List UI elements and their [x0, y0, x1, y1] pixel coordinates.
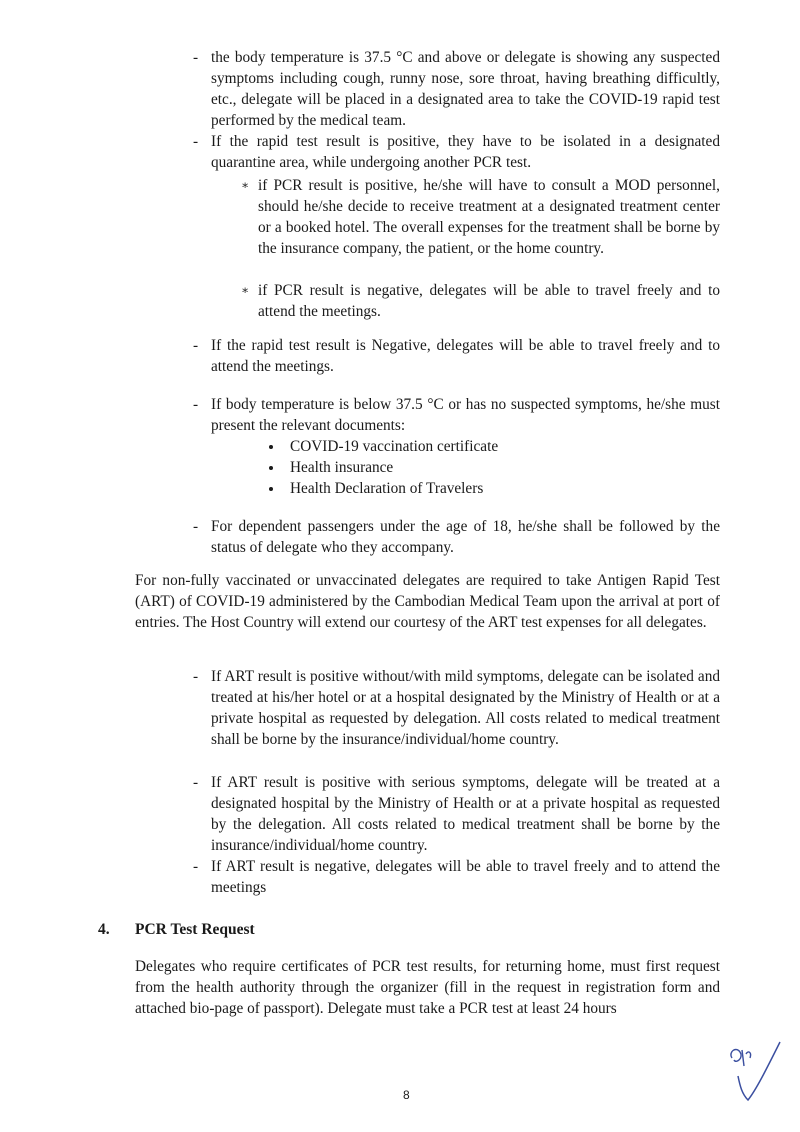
bullet-dot: [269, 466, 273, 470]
below-temperature-item: If body temperature is below 37.5 °C or has no suspected symptoms, he/she must present the relevant documents:: [211, 396, 720, 434]
list-dash: -: [193, 49, 199, 66]
star-bullet: ∗: [241, 283, 250, 297]
list-dash: -: [193, 337, 199, 354]
pcr-positive-subitem: if PCR result is positive, he/she will have to consult a MOD personnel, should he/she decide to receive treatment at a designated treatment center or a booked hotel. The overall expenses for the treatment shall be borne by the insurance company, the patient, or the home country.: [258, 177, 720, 257]
list-dash: -: [193, 396, 199, 413]
dependents-item: For dependent passengers under the age of 18, he/she shall be followed by the status of delegate who they accompany.: [211, 518, 720, 556]
page-number: 8: [403, 1088, 410, 1102]
pcr-negative-subitem: if PCR result is negative, delegates will be able to travel freely and to attend the meetings.: [258, 282, 720, 320]
star-bullet: ∗: [241, 178, 250, 192]
rapid-positive-item: If the rapid test result is positive, they have to be isolated in a designated quarantine area, while undergoing another PCR test.: [211, 133, 720, 171]
document-health-declaration: Health Declaration of Travelers: [290, 480, 484, 497]
art-serious-item: If ART result is positive with serious symptoms, delegate will be treated at a designated hospital by the Ministry of Health or at a private hospital as requested by the delegation. All costs related to medical treatment shall be borne by the insurance/individual/home country.: [211, 774, 720, 854]
document-health-insurance: Health insurance: [290, 459, 394, 476]
art-mild-item: If ART result is positive without/with mild symptoms, delegate can be isolated and treated at his/her hotel or at a hospital designated by the Ministry of Health or at a private hospital as requested by delegation. All costs related to medical treatment shall be borne by the insurance/individual/home country.: [211, 668, 720, 748]
art-negative-item: If ART result is negative, delegates will be able to travel freely and to attend the meetings: [211, 858, 720, 896]
list-dash: -: [193, 133, 199, 150]
list-dash: -: [193, 518, 199, 535]
pcr-request-paragraph: Delegates who require certificates of PCR test results, for returning home, must first request from the health authority through the organizer (fill in the request in registration form and attached bio-page of passport). Delegate must take a PCR test at least 24 hours: [135, 958, 720, 1017]
section-number: 4.: [98, 921, 110, 938]
bullet-dot: [269, 445, 273, 449]
non-vaccinated-paragraph: For non-fully vaccinated or unvaccinated delegates are required to take Antigen Rapid Test (ART) of COVID-19 administered by the Cambodian Medical Team upon the arrival at port of entries. The Host Country will extend our courtesy of the ART test expenses for all delegates.: [135, 572, 720, 631]
section-title: PCR Test Request: [135, 921, 255, 938]
bullet-dot: [269, 487, 273, 491]
temperature-symptoms-item: the body temperature is 37.5 °C and above or delegate is showing any suspected symptoms including cough, runny nose, sore throat, having breathing difficultly, etc., delegate will be placed in a designated area to take the COVID-19 rapid test performed by the medical team.: [211, 49, 720, 129]
document-vaccination-certificate: COVID-19 vaccination certificate: [290, 438, 499, 455]
list-dash: -: [193, 668, 199, 685]
list-dash: -: [193, 858, 199, 875]
rapid-negative-item: If the rapid test result is Negative, delegates will be able to travel freely and to attend the meetings.: [211, 337, 720, 375]
handwritten-initials-mark: [722, 1036, 784, 1106]
list-dash: -: [193, 774, 199, 791]
